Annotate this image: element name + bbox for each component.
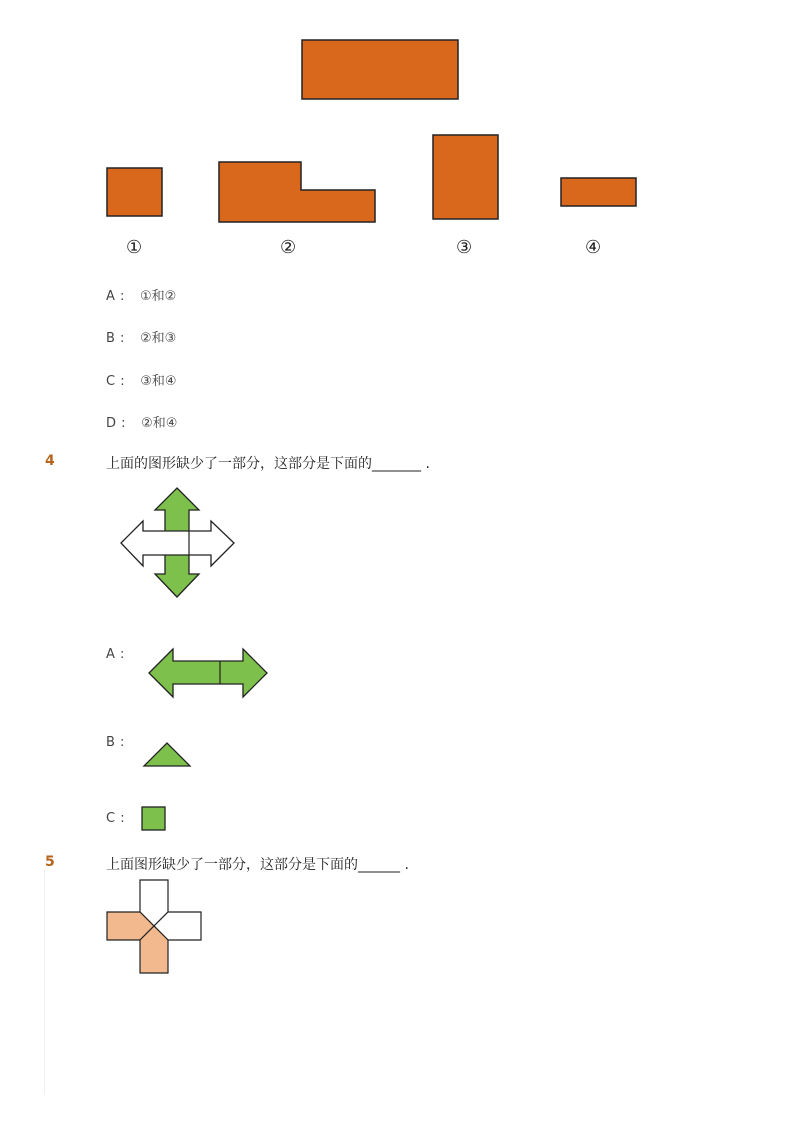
option-label: A : xyxy=(106,647,125,662)
option-label: C : xyxy=(106,374,126,389)
option-text: ②和③ xyxy=(140,331,177,346)
option-text: ③和④ xyxy=(140,374,177,389)
shape-label-3: ③ xyxy=(456,237,473,258)
option-text: ②和④ xyxy=(141,416,178,431)
shape-label-4: ④ xyxy=(585,237,602,258)
option-label: D : xyxy=(106,416,127,431)
option-text: ①和② xyxy=(140,289,177,304)
question-number: 4 xyxy=(45,453,55,469)
option-label: A : xyxy=(106,289,125,304)
option-label: C : xyxy=(106,811,126,826)
question-number: 5 xyxy=(45,854,55,870)
option-label: B : xyxy=(106,735,125,750)
question-text: 上面的图形缺少了一部分，这部分是下面的_______ . xyxy=(106,456,430,472)
shape-label-2: ② xyxy=(280,237,297,258)
question-text: 上面图形缺少了一部分，这部分是下面的______ . xyxy=(106,857,409,873)
option-label: B : xyxy=(106,331,125,346)
shape-label-1: ① xyxy=(126,237,143,258)
